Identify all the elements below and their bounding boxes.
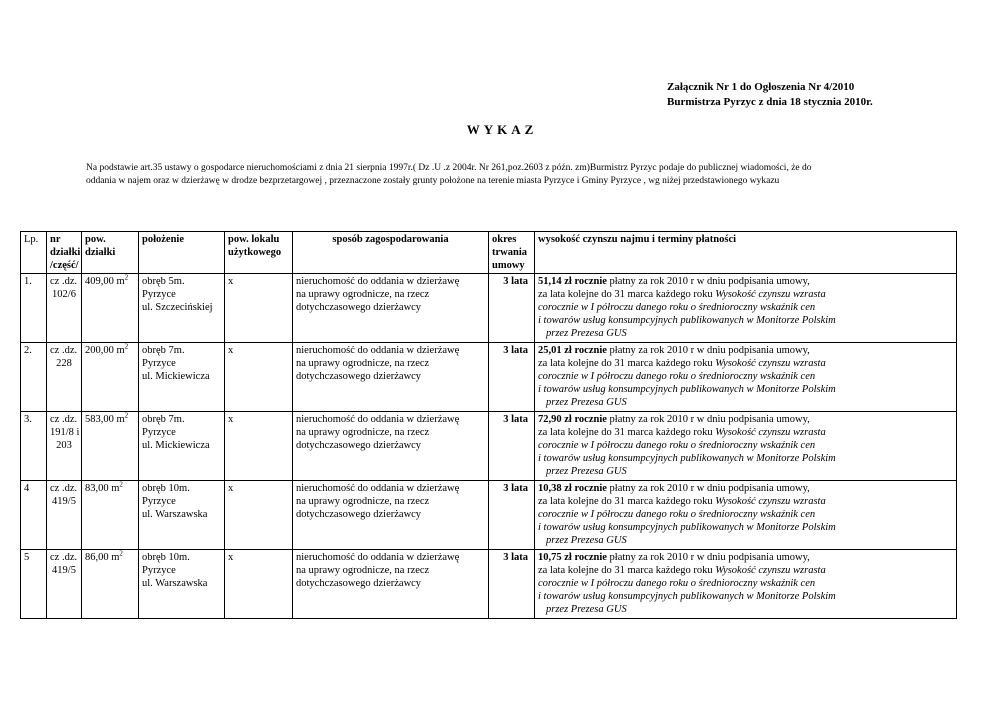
cell-location: obręb 7m. Pyrzyce ul. Mickiewicza [139,412,225,481]
cell-period: 3 lata [489,412,535,481]
cell-usable-area: x [225,481,293,550]
header-land-use: sposób zagospodarowania [293,232,489,274]
cell-location: obręb 10m. Pyrzyce ul. Warszawska [139,550,225,619]
cell-usable-area: x [225,550,293,619]
cell-rent: 10,75 zł rocznie płatny za rok 2010 r w dniu podpisania umowy, za lata kolejne do 31 marca każdego roku Wysokość czynszu wzrasta corocznie w I półroczu danego roku o średnioroczny wskaźnik cen i towarów usług konsumpcyjnych publikowanych w Monitorze Polskim przez Prezesa GUS [535,550,957,619]
cell-plot-area: 83,00 $m^2$ [82,481,139,550]
cell-plot-area: 583,00 $m^2$ [82,412,139,481]
cell-plot-area: 200,00 $m^2$ [82,343,139,412]
header-usable-area: pow. lokalu użytkowego [225,232,293,274]
cell-land-use: nieruchomość do oddania w dzierżawę na uprawy ogrodnicze, na rzecz dotychczasowego dzierżawcy [293,412,489,481]
table-row [21,274,957,343]
cell-rent: 51,14 zł rocznie płatny za rok 2010 r w dniu podpisania umowy, za lata kolejne do 31 marca każdego roku Wysokość czynszu wzrasta corocznie w I półroczu danego roku o średnioroczny wskaźnik cen i towarów usług konsumpcyjnych publikowanych w Monitorze Polskim przez Prezesa GUS [535,274,957,343]
cell-lp: 4 [21,481,47,550]
header-period: okres trwania umowy [489,232,535,274]
intro-line-2: oddania w najem oraz w dzierżawę w drodze bezprzetargowej , przeznaczone zostały grunty położone na terenie miasta Pyrzyce i Gminy Pyrzyce , wg niżej przedstawionego wykazu [86,176,780,186]
cell-rent: 25,01 zł rocznie płatny za rok 2010 r w dniu podpisania umowy, za lata kolejne do 31 marca każdego roku Wysokość czynszu wzrasta corocznie w I półroczu danego roku o średnioroczny wskaźnik cen i towarów usług konsumpcyjnych publikowanych w Monitorze Polskim przez Prezesa GUS [535,343,957,412]
cell-plot-number: cz .dz. 419/5 [47,481,82,550]
cell-period: 3 lata [489,343,535,412]
table-row [21,412,957,481]
cell-plot-area: 409,00 $m^2$ [82,274,139,343]
cell-usable-area: x [225,412,293,481]
cell-period: 3 lata [489,274,535,343]
cell-location: obręb 10m. Pyrzyce ul. Warszawska [139,481,225,550]
cell-land-use: nieruchomość do oddania w dzierżawę na uprawy ogrodnicze, na rzecz dotychczasowego dzierżawcy [293,550,489,619]
cell-lp: 1. [21,274,47,343]
page-title: WYKAZ [466,122,538,137]
cell-period: 3 lata [489,550,535,619]
cell-plot-number: cz .dz. 191/8 i 203 [47,412,82,481]
cell-land-use: nieruchomość do oddania w dzierżawę na uprawy ogrodnicze, na rzecz dotychczasowego dzierżawcy [293,274,489,343]
cell-rent: 10,38 zł rocznie płatny za rok 2010 r w dniu podpisania umowy, za lata kolejne do 31 marca każdego roku Wysokość czynszu wzrasta corocznie w I półroczu danego roku o średnioroczny wskaźnik cen i towarów usług konsumpcyjnych publikowanych w Monitorze Polskim przez Prezesa GUS [535,481,957,550]
intro-line-1: Na podstawie art.35 ustawy o gospodarce nieruchomościami z dnia 21 sierpnia 1997r.( Dz .U .z 2004r. Nr 261,poz.2603 z późn. zm)Burmistrz Pyrzyc podaje do publicznej wiadomości, że do [86,163,812,173]
table-row [21,550,957,619]
cell-usable-area: x [225,274,293,343]
cell-plot-number: cz .dz. 228 [47,343,82,412]
header-rent: wysokość czynszu najmu i terminy płatności [535,232,957,274]
table-row [21,343,957,412]
cell-usable-area: x [225,343,293,412]
property-table [20,231,957,619]
cell-rent: 72,90 zł rocznie płatny za rok 2010 r w dniu podpisania umowy, za lata kolejne do 31 marca każdego roku Wysokość czynszu wzrasta corocznie w I półroczu danego roku o średnioroczny wskaźnik cen i towarów usług konsumpcyjnych publikowanych w Monitorze Polskim przez Prezesa GUS [535,412,957,481]
header-plot-area: pow. działki [82,232,139,274]
cell-plot-number: cz .dz. 102/6 [47,274,82,343]
annex-header [667,80,873,110]
cell-lp: 5 [21,550,47,619]
cell-land-use: nieruchomość do oddania w dzierżawę na uprawy ogrodnicze, na rzecz dotychczasowego dzierżawcy [293,481,489,550]
cell-location: obręb 5m. Pyrzyce ul. Szczecińskiej [139,274,225,343]
cell-land-use: nieruchomość do oddania w dzierżawę na uprawy ogrodnicze, na rzecz dotychczasowego dzierżawcy [293,343,489,412]
cell-location: obręb 7m. Pyrzyce ul. Mickiewicza [139,343,225,412]
cell-lp: 3. [21,412,47,481]
cell-period: 3 lata [489,481,535,550]
cell-lp: 2. [21,343,47,412]
annex-line-1: Załącznik Nr 1 do Ogłoszenia Nr 4/2010 [667,81,855,93]
table-header-row [21,232,957,274]
table-row [21,481,957,550]
cell-plot-number: cz .dz. 419/5 [47,550,82,619]
header-lp: Lp. [21,232,47,274]
cell-plot-area: 86,00 $m^2$ [82,550,139,619]
header-location: położenie [139,232,225,274]
intro-paragraph [86,162,916,188]
annex-line-2: Burmistrza Pyrzyc z dnia 18 stycznia 2010r. [667,96,873,108]
header-plot-number: nr działki /część/ [47,232,82,274]
